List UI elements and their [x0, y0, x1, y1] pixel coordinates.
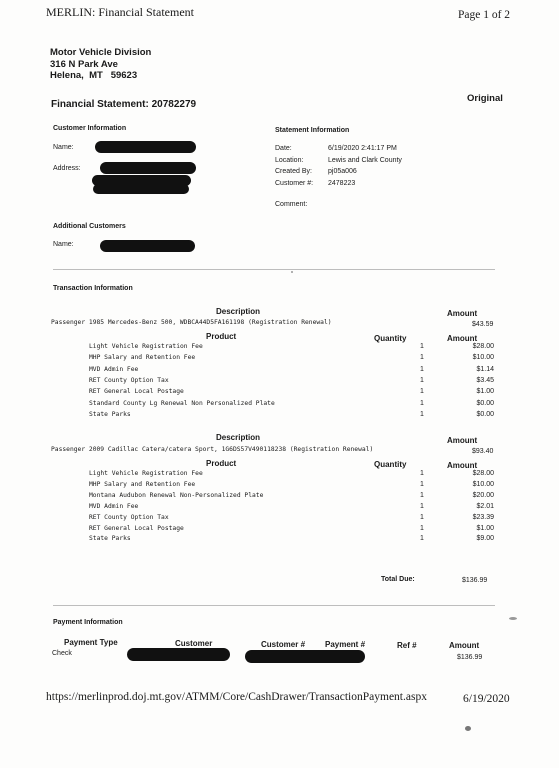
- agency-street: 316 N Park Ave: [50, 58, 118, 70]
- payment-customer-no-header: Customer #: [261, 640, 306, 649]
- statement-info-heading: Statement Information: [275, 127, 350, 134]
- description-header: Description: [216, 433, 261, 442]
- product-name: MHP Salary and Retention Fee: [89, 480, 196, 488]
- statement-info-label: Location:: [275, 157, 304, 164]
- product-amount: $9.00: [476, 535, 494, 543]
- product-amount: $28.00: [472, 343, 494, 350]
- page-number: Page 1 of 2: [458, 9, 511, 21]
- product-quantity: 1: [420, 502, 424, 510]
- product-amount: $10.00: [472, 480, 494, 488]
- product-quantity: 1: [420, 388, 424, 396]
- section-divider: [53, 269, 495, 270]
- quantity-header: Quantity: [374, 460, 407, 469]
- payment-customer-header: Customer: [175, 639, 213, 648]
- statement-info-label: Comment:: [275, 201, 308, 208]
- product-quantity: 1: [420, 365, 424, 373]
- redacted-additional-customer-name: [100, 240, 195, 252]
- product-amount: $10.00: [472, 354, 494, 362]
- product-quantity: 1: [420, 343, 424, 350]
- statement-info-label: Created By:: [275, 168, 312, 175]
- product-header: Product: [206, 332, 237, 341]
- customer-info-heading: Customer Information: [53, 125, 127, 132]
- amount-header: Amount: [447, 436, 478, 445]
- agency-name: Motor Vehicle Division: [50, 47, 152, 58]
- payment-amount-header: Amount: [449, 641, 480, 650]
- product-amount: $0.00: [476, 410, 494, 418]
- product-name: MVD Admin Fee: [89, 502, 139, 510]
- print-header-title: MERLIN: Financial Statement: [46, 5, 194, 19]
- product-quantity: 1: [420, 376, 424, 384]
- product-amount: $20.00: [472, 491, 494, 499]
- product-quantity: 1: [420, 410, 424, 418]
- payment-type-value: Check: [52, 650, 72, 657]
- statement-info-value: 6/19/2020 2:41:17 PM: [328, 145, 397, 152]
- vehicle-description: Passenger 1985 Mercedes-Benz 500, WDBCA44D5FA161198 (Registration Renewal): [51, 319, 332, 326]
- product-quantity: 1: [420, 470, 424, 477]
- scan-speck: [465, 726, 471, 731]
- transaction-info-heading: Transaction Information: [53, 285, 133, 292]
- product-amount: $2.01: [476, 502, 494, 510]
- product-quantity: 1: [420, 491, 424, 499]
- statement-info-label: Date:: [275, 145, 292, 152]
- total-due-label: Total Due:: [381, 576, 415, 583]
- product-quantity: 1: [420, 513, 424, 521]
- product-name: RET General Local Postage: [89, 524, 184, 532]
- additional-customers-heading: Additional Customers: [53, 223, 126, 230]
- total-due-value: $136.99: [462, 577, 488, 584]
- product-amount-header: Amount: [447, 461, 478, 470]
- product-quantity: 1: [420, 480, 424, 488]
- payment-number-header: Payment #: [325, 640, 366, 649]
- product-quantity: 1: [420, 399, 424, 407]
- redacted-customer-name: [95, 141, 196, 153]
- quantity-header: Quantity: [374, 334, 407, 343]
- customer-name-label: Name:: [53, 144, 74, 151]
- payment-amount-value: $136.99: [457, 654, 483, 661]
- product-amount: $1.00: [476, 524, 494, 532]
- product-amount: $1.14: [476, 365, 494, 373]
- statement-info-value: Lewis and Clark County: [328, 157, 402, 164]
- amount-header: Amount: [447, 309, 478, 318]
- product-name: Montana Audubon Renewal Non-Personalized Plate: [89, 491, 264, 499]
- product-name: State Parks: [89, 535, 131, 543]
- redacted-payment-number: [245, 650, 365, 663]
- product-amount: $28.00: [472, 470, 494, 477]
- product-name: MVD Admin Fee: [89, 365, 139, 373]
- product-name: Light Vehicle Registration Fee: [89, 470, 203, 477]
- vehicle-description: Passenger 2009 Cadillac Catera/catera Sport, 1G6DS57V490118238 (Registration Renewal): [51, 446, 374, 453]
- vehicle-amount: $43.59: [472, 321, 494, 328]
- product-name: RET County Option Tax: [89, 513, 169, 521]
- copy-label: Original: [467, 93, 503, 104]
- scan-speck: [509, 617, 517, 620]
- product-quantity: 1: [420, 354, 424, 362]
- statement-info-label: Customer #:: [275, 180, 314, 187]
- additional-customer-name-label: Name:: [53, 241, 74, 248]
- product-header: Product: [206, 459, 237, 468]
- product-name: State Parks: [89, 410, 131, 418]
- product-name: RET County Option Tax: [89, 376, 169, 384]
- product-amount: $23.39: [472, 513, 494, 521]
- product-amount-header: Amount: [447, 334, 478, 343]
- vehicle-amount: $93.40: [472, 448, 494, 455]
- product-quantity: 1: [420, 524, 424, 532]
- customer-address-label: Address:: [53, 165, 81, 172]
- section-divider: [53, 605, 495, 606]
- payment-type-header: Payment Type: [64, 638, 118, 647]
- description-header: Description: [216, 307, 261, 316]
- product-name: Light Vehicle Registration Fee: [89, 343, 203, 350]
- agency-address: [50, 47, 151, 82]
- product-amount: $1.00: [476, 388, 494, 396]
- redacted-address-line-1: [100, 162, 196, 174]
- agency-city: Helena, MT 59623: [50, 70, 138, 81]
- product-amount: $0.00: [476, 399, 494, 407]
- scan-speck: [291, 271, 293, 273]
- print-footer-date: 6/19/2020: [463, 693, 510, 705]
- product-name: Standard County Lg Renewal Non Personalized Plate: [89, 399, 275, 407]
- print-footer-url: https://merlinprod.doj.mt.gov/ATMM/Core/CashDrawer/TransactionPayment.aspx: [46, 691, 427, 703]
- statement-info-value: 2478223: [328, 180, 356, 187]
- payment-info-heading: Payment Information: [53, 619, 123, 626]
- product-amount: $3.45: [476, 376, 494, 384]
- product-quantity: 1: [420, 535, 424, 543]
- redacted-address-line-3: [93, 184, 189, 194]
- product-name: MHP Salary and Retention Fee: [89, 354, 196, 362]
- statement-info-value: pj05a006: [328, 168, 357, 175]
- payment-ref-header: Ref #: [397, 641, 417, 650]
- product-name: RET General Local Postage: [89, 388, 184, 396]
- redacted-payment-customer: [127, 648, 230, 661]
- statement-title: Financial Statement: 20782279: [51, 99, 197, 110]
